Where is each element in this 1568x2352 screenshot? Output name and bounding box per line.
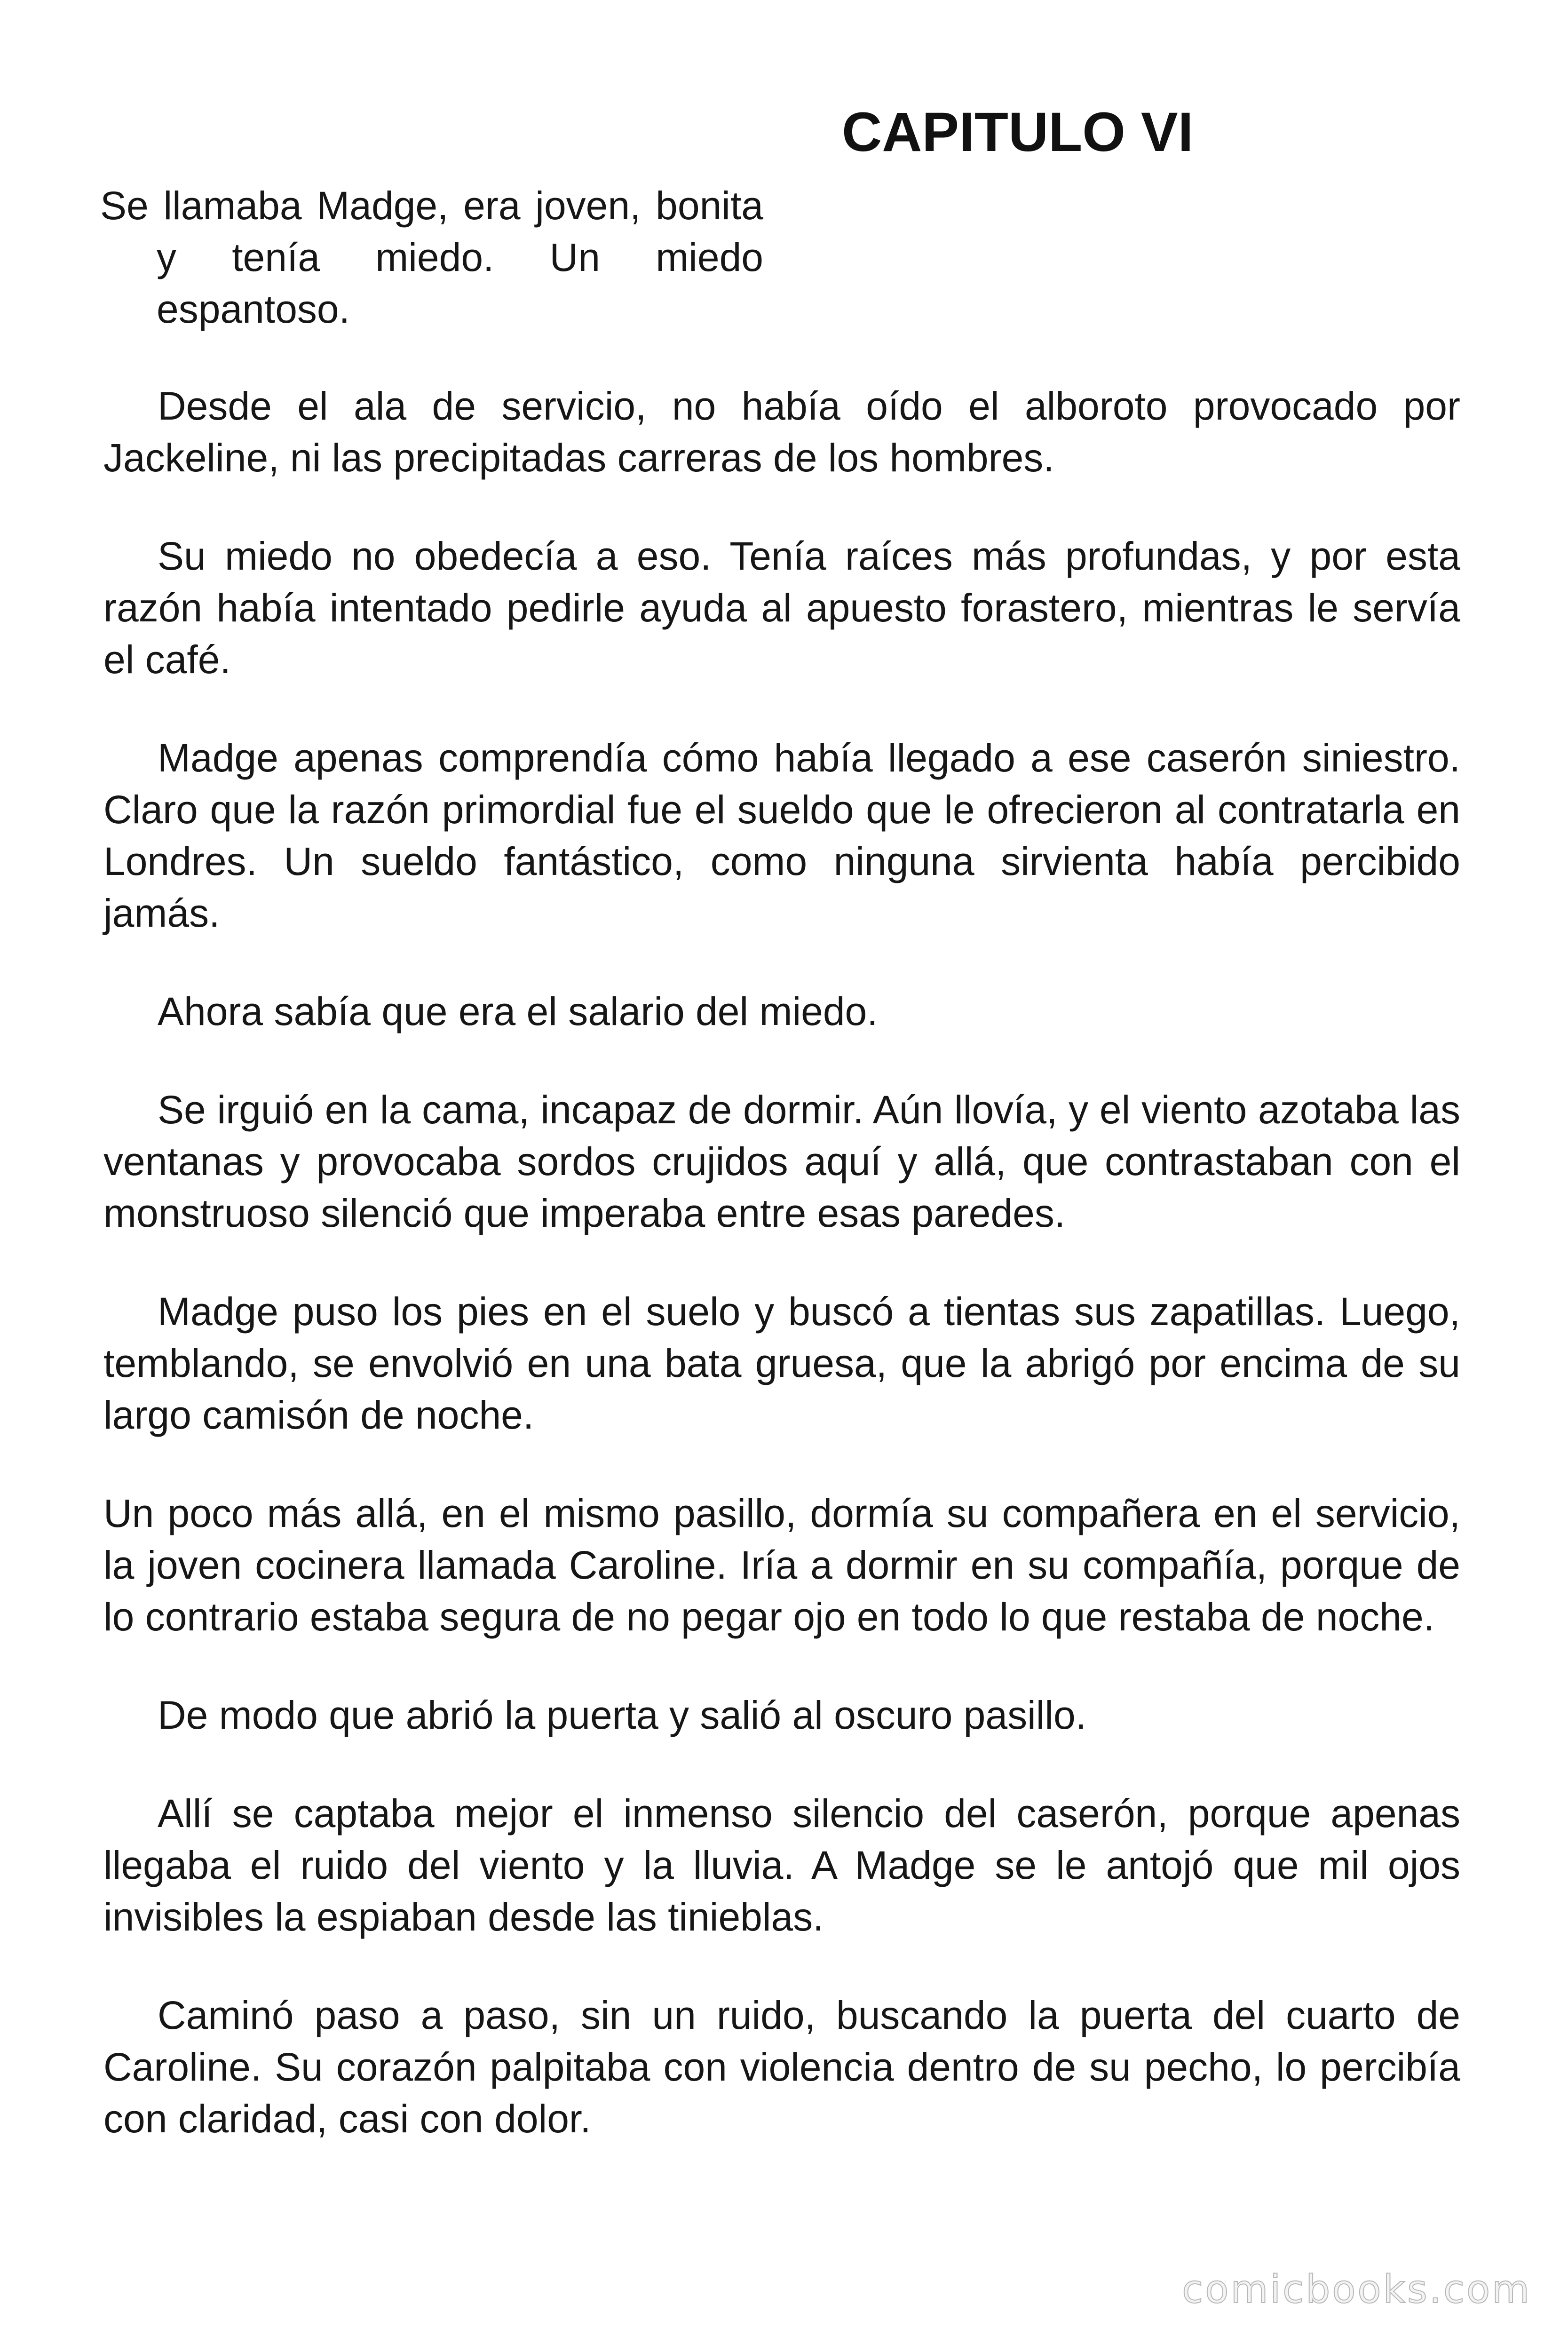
paragraph: De modo que abrió la puerta y salió al oscuro pasillo. <box>158 1693 1087 1737</box>
paragraph: Se irguió en la cama, incapaz de dormir. Aún llovía, y el viento azotaba las ventanas y provocaba sordos crujidos aquí y allá, que contrastaban con el monstruoso silenció que imperaba entre esas paredes. <box>103 1088 1460 1235</box>
body-text <box>103 380 1460 2191</box>
paragraph: Ahora sabía que era el salario del miedo. <box>158 989 878 1033</box>
watermark: comicbooks.com <box>1182 2267 1531 2312</box>
paragraph: Un poco más allá, en el mismo pasillo, dormía su compañera en el servicio, la joven cocinera llamada Caroline. Iría a dormir en su compañía, porque de lo contrario estaba segura de no pegar ojo en todo lo que restaba de noche. <box>103 1491 1460 1639</box>
paragraph: Madge apenas comprendía cómo había llegado a ese caserón siniestro. Claro que la razón primordial fue el sueldo que le ofrecieron al contratarla en Londres. Un sueldo fantástico, como ninguna sirvienta había percibido jamás. <box>103 736 1460 935</box>
opening-paragraph: Se llamaba Madge, era joven, bonita y tenía miedo. Un miedo espantoso. <box>100 183 763 331</box>
paragraph: Su miedo no obedecía a eso. Tenía raíces más profundas, y por esta razón había intentado pedirle ayuda al apuesto forastero, mientras le servía el café. <box>103 534 1460 682</box>
paragraph: Desde el ala de servicio, no había oído el alboroto provocado por Jackeline, ni las precipitadas carreras de los hombres. <box>103 384 1460 480</box>
chapter-title: CAPITULO VI <box>842 101 1194 164</box>
paragraph: Caminó paso a paso, sin un ruido, buscando la puerta del cuarto de Caroline. Su corazón palpitaba con violencia dentro de su pecho, lo percibía con claridad, casi con dolor. <box>103 1993 1460 2141</box>
paragraph: Madge puso los pies en el suelo y buscó a tientas sus zapatillas. Luego, temblando, se envolvió en una bata gruesa, que la abrigó por encima de su largo camisón de noche. <box>103 1289 1460 1437</box>
paragraph: Allí se captaba mejor el inmenso silencio del caserón, porque apenas llegaba el ruido del viento y la lluvia. A Madge se le antojó que mil ojos invisibles la espiaban desde las tinieblas. <box>103 1791 1460 1939</box>
